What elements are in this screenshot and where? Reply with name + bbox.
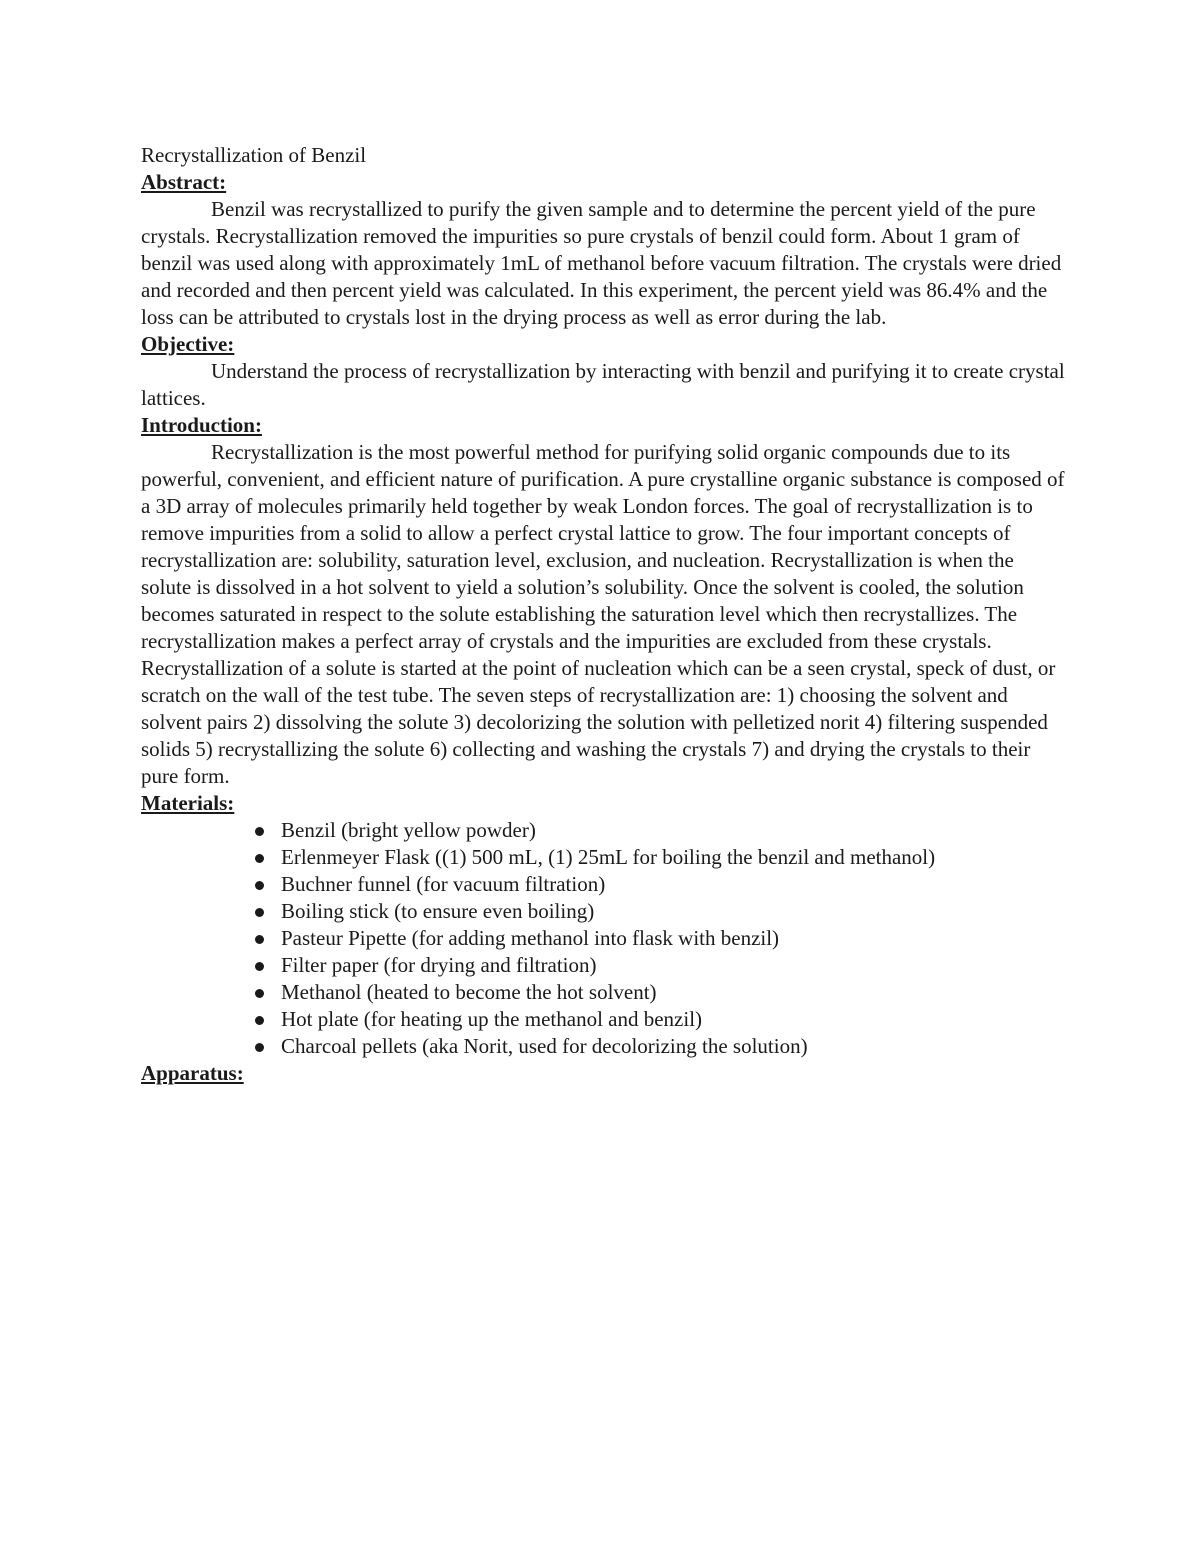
objective-heading: Objective:: [141, 332, 235, 356]
introduction-text: Recrystallization is the most powerful method for purifying solid organic compounds due to its powerful, convenient, and efficient nature of purification. A pure crystalline organic substance is composed of a 3D array of molecules primarily held together by weak London forces. The goal of recrystallization is to remove impurities from a solid to allow a perfect crystal lattice to grow. The four important concepts of recrystallization are: solubility, saturation level, exclusion, and nucleation. Recrystallization is when the solute is dissolved in a hot solvent to yield a solution’s solubility. Once the solvent is cooled, the solution becomes saturated in respect to the solute establishing the saturation level which then recrystallizes. The recrystallization makes a perfect array of crystals and the impurities are excluded from these crystals. Recrystallization of a solute is started at the point of nucleation which can be a seen crystal, speck of dust, or scratch on the wall of the test tube. The seven steps of recrystallization are: 1) choosing the solvent and solvent pairs 2) dissolving the solute 3) decolorizing the solution with pelletized norit 4) filtering suspended solids 5) recrystallizing the solute 6) collecting and washing the crystals 7) and drying the crystals to their pure form.: [141, 440, 1065, 788]
bullet-icon: [255, 827, 264, 836]
materials-heading: Materials:: [141, 791, 235, 815]
list-item: [281, 1006, 1066, 1033]
abstract-text: Benzil was recrystallized to purify the given sample and to determine the percent yield of the pure crystals. Recrystallization removed the impurities so pure crystals of benzil could form. About 1 gram of benzil was used along with approximately 1mL of methanol before vacuum filtration. The crystals were dried and recorded and then percent yield was calculated. In this experiment, the percent yield was 86.4% and the loss can be attributed to crystals lost in the drying process as well as error during the lab.: [141, 197, 1062, 329]
introduction-heading: Introduction:: [141, 413, 262, 437]
material-item-text: Hot plate (for heating up the methanol and benzil): [281, 1007, 703, 1031]
bullet-icon: [255, 854, 264, 863]
list-item: [281, 979, 1066, 1006]
bullet-icon: [255, 935, 264, 944]
bullet-icon: [255, 989, 264, 998]
bullet-icon: [255, 881, 264, 890]
bullet-icon: [255, 908, 264, 917]
list-item: [281, 871, 1066, 898]
materials-list: [141, 817, 1066, 1060]
document-title: Recrystallization of Benzil: [141, 143, 367, 167]
material-item-text: Pasteur Pipette (for adding methanol into flask with benzil): [281, 926, 780, 950]
list-item: [281, 925, 1066, 952]
material-item-text: Boiling stick (to ensure even boiling): [281, 899, 595, 923]
list-item: [281, 844, 1066, 871]
material-item-text: Benzil (bright yellow powder): [281, 818, 536, 842]
material-item-text: Buchner funnel (for vacuum filtration): [281, 872, 606, 896]
document-page: [141, 142, 1066, 1087]
material-item-text: Charcoal pellets (aka Norit, used for decolorizing the solution): [281, 1034, 808, 1058]
material-item-text: Filter paper (for drying and filtration): [281, 953, 597, 977]
apparatus-heading: Apparatus:: [141, 1061, 244, 1085]
bullet-icon: [255, 1043, 264, 1052]
bullet-icon: [255, 962, 264, 971]
material-item-text: Erlenmeyer Flask ((1) 500 mL, (1) 25mL for boiling the benzil and methanol): [281, 845, 936, 869]
list-item: [281, 817, 1066, 844]
list-item: [281, 1033, 1066, 1060]
material-item-text: Methanol (heated to become the hot solvent): [281, 980, 657, 1004]
objective-text: Understand the process of recrystallization by interacting with benzil and purifying it to create crystal lattices.: [141, 359, 1065, 410]
list-item: [281, 898, 1066, 925]
abstract-heading: Abstract:: [141, 170, 227, 194]
list-item: [281, 952, 1066, 979]
bullet-icon: [255, 1016, 264, 1025]
